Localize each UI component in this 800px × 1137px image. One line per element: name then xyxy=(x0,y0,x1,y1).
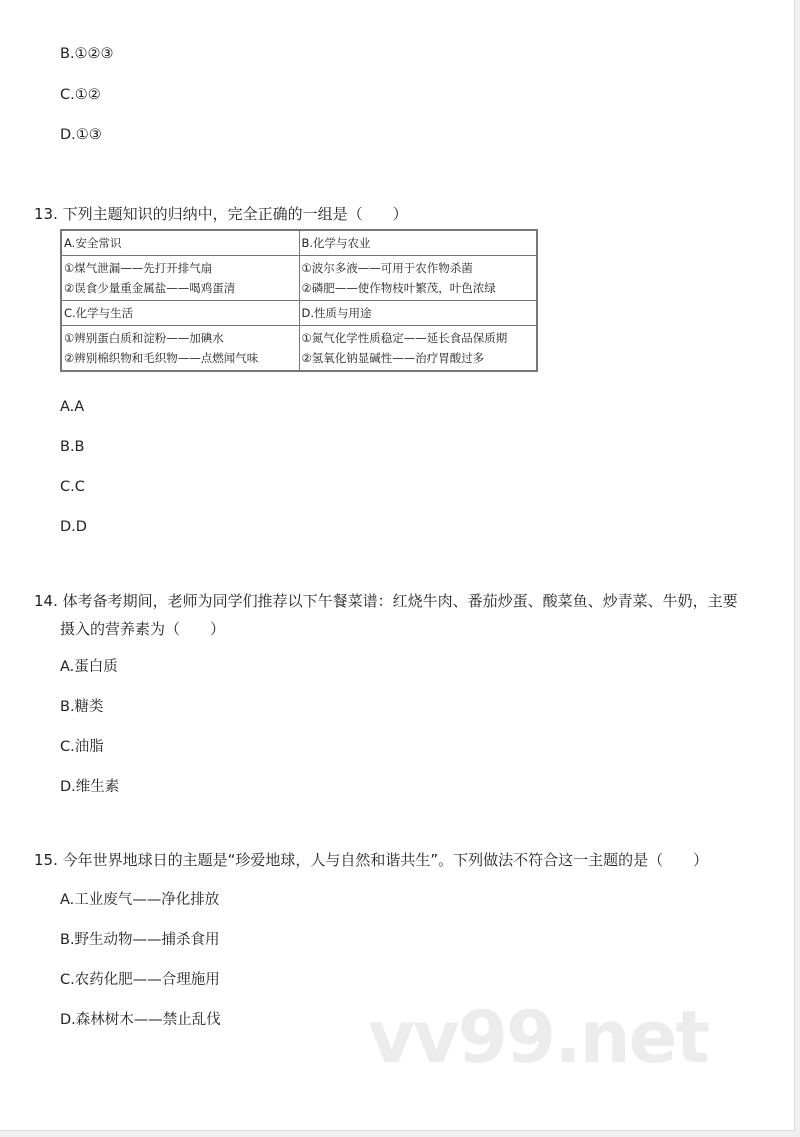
q14-option-b[interactable]: B.糖类 xyxy=(60,699,104,715)
q13-option-b[interactable]: B.B xyxy=(60,439,85,455)
cell-a-title: A.安全常识 xyxy=(61,230,299,256)
q13-stem: 13. 下列主题知识的归纳中，完全正确的一组是（ ） xyxy=(34,205,408,223)
q14-option-c[interactable]: C.油脂 xyxy=(60,739,104,755)
cell-c-content xyxy=(61,326,299,372)
q12-option-c[interactable]: C.①② xyxy=(60,87,101,103)
cell-line: ②氢氧化钠显碱性——治疗胃酸过多 xyxy=(301,351,485,365)
cell-c-title: C.化学与生活 xyxy=(61,301,299,326)
q13-option-a[interactable]: A.A xyxy=(60,399,85,415)
cell-b-title: B.化学与农业 xyxy=(299,230,537,256)
q13-table xyxy=(60,229,538,372)
q14-option-a[interactable]: A.蛋白质 xyxy=(60,659,118,675)
q15-option-a[interactable]: A.工业废气——净化排放 xyxy=(60,892,220,908)
cell-line: ①波尔多液——可用于农作物杀菌 xyxy=(301,261,473,275)
cell-line: ①氮气化学性质稳定——延长食品保质期 xyxy=(301,331,508,345)
cell-d-content xyxy=(299,326,537,372)
q15-stem: 15. 今年世界地球日的主题是“珍爱地球，人与自然和谐共生”。下列做法不符合这一主题的是（ ） xyxy=(34,851,709,869)
q14-stem-line1: 14. 体考备考期间，老师为同学们推荐以下午餐菜谱：红烧牛肉、番茄炒蛋、酸菜鱼、炒青菜、牛奶，主要 xyxy=(34,592,738,610)
cell-a-content xyxy=(61,256,299,301)
q15-option-c[interactable]: C.农药化肥——合理施用 xyxy=(60,972,220,988)
cell-line: ①辨别蛋白质和淀粉——加碘水 xyxy=(64,331,224,345)
q14-stem-line2: 摄入的营养素为（ ） xyxy=(60,620,226,638)
cell-line: ①煤气泄漏——先打开排气扇 xyxy=(64,261,213,275)
q15-option-b[interactable]: B.野生动物——捕杀食用 xyxy=(60,932,220,948)
cell-b-content xyxy=(299,256,537,301)
q14-option-d[interactable]: D.维生素 xyxy=(60,779,120,795)
q15-option-d[interactable]: D.森林树木——禁止乱伐 xyxy=(60,1012,221,1028)
q12-option-d[interactable]: D.①③ xyxy=(60,127,102,143)
q13-option-c[interactable]: C.C xyxy=(60,479,85,495)
watermark: vv99.net xyxy=(368,995,708,1079)
cell-line: ②辨别棉织物和毛织物——点燃闻气味 xyxy=(64,351,259,365)
cell-line: ②误食少量重金属盐——喝鸡蛋清 xyxy=(64,281,236,295)
cell-line: ②磷肥——使作物枝叶繁茂，叶色浓绿 xyxy=(301,281,496,295)
cell-d-title: D.性质与用途 xyxy=(299,301,537,326)
q12-option-b[interactable]: B.①②③ xyxy=(60,46,114,62)
q13-option-d[interactable]: D.D xyxy=(60,519,87,535)
